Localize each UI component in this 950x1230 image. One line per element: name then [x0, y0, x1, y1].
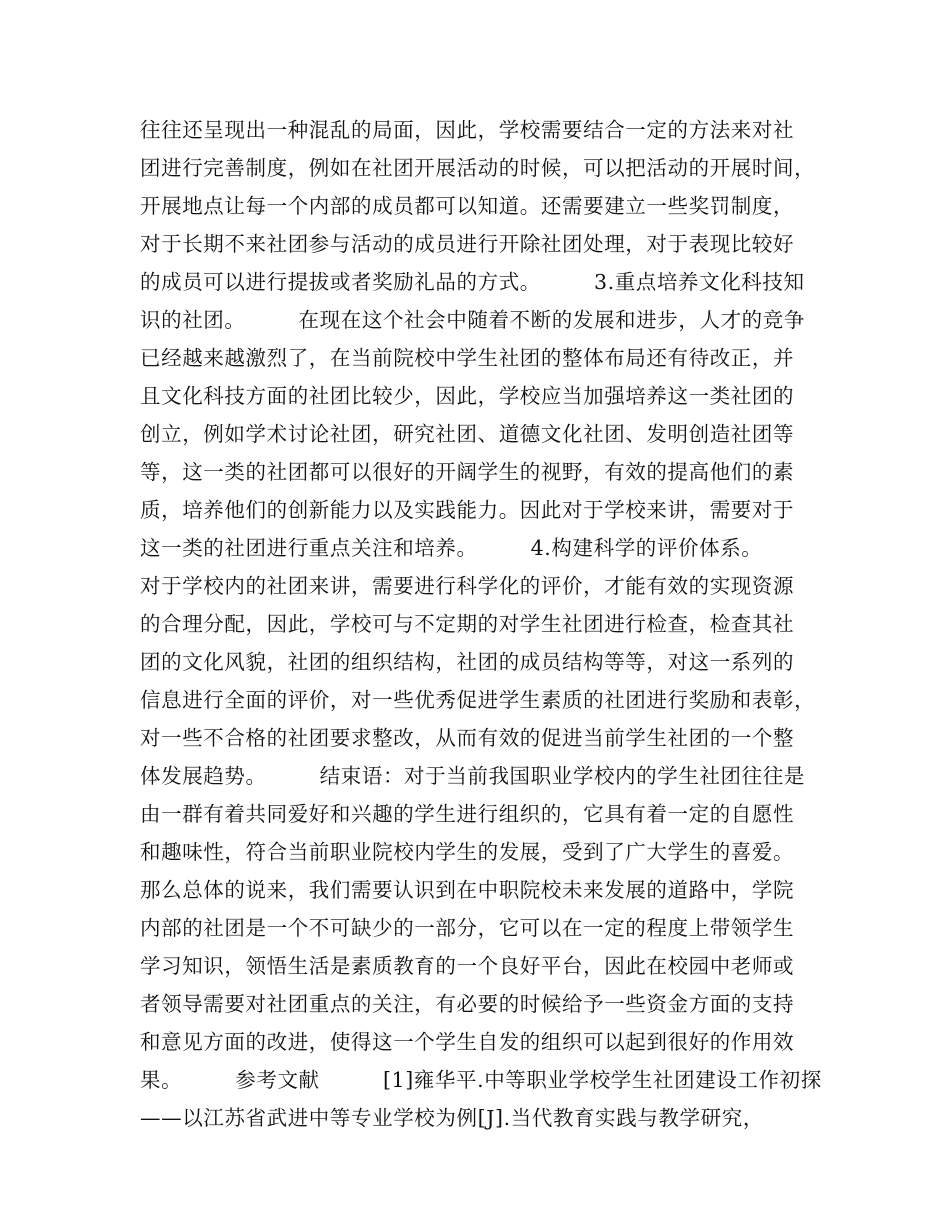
text-line: 的成员可以进行提拔或者奖励礼品的方式。 3.重点培养文化科技知 — [140, 270, 805, 294]
body-text — [140, 111, 830, 1137]
text-line: 且文化科技方面的社团比较少，因此，学校应当加强培养这一类社团的 — [140, 384, 795, 408]
text-line: 的合理分配，因此，学校可与不定期的对学生社团进行检查，检查其社 — [140, 612, 795, 636]
text-line: 往往还呈现出一种混乱的局面，因此，学校需要结合一定的方法来对社 — [140, 118, 795, 142]
text-line: 已经越来越激烈了，在当前院校中学生社团的整体布局还有待改正，并 — [140, 346, 795, 370]
text-line: 对于长期不来社团参与活动的成员进行开除社团处理，对于表现比较好 — [140, 232, 795, 256]
text-line: 者领导需要对社团重点的关注，有必要的时候给予一些资金方面的支持 — [140, 992, 795, 1016]
text-line: 那么总体的说来，我们需要认识到在中职院校未来发展的道路中，学院 — [140, 878, 795, 902]
text-line: 质，培养他们的创新能力以及实践能力。因此对于学校来讲，需要对于 — [140, 498, 795, 522]
text-line: 和趣味性，符合当前职业院校内学生的发展，受到了广大学生的喜爱。 — [140, 840, 795, 864]
text-line: 体发展趋势。 结束语：对于当前我国职业学校内的学生社团往往是 — [140, 764, 805, 788]
text-line: 团的文化风貌，社团的组织结构，社团的成员结构等等，对这一系列的 — [140, 650, 795, 674]
text-line: 和意见方面的改进，使得这一个学生自发的组织可以起到很好的作用效 — [140, 1030, 795, 1054]
text-line: 等，这一类的社团都可以很好的开阔学生的视野，有效的提高他们的素 — [140, 460, 795, 484]
text-line: 内部的社团是一个不可缺少的一部分，它可以在一定的程度上带领学生 — [140, 916, 795, 940]
text-line: 识的社团。 在现在这个社会中随着不断的发展和进步，人才的竞争 — [140, 308, 805, 332]
text-line: 信息进行全面的评价，对一些优秀促进学生素质的社团进行奖励和表彰， — [140, 688, 816, 712]
text-line: 这一类的社团进行重点关注和培养。 4.构建科学的评价体系。 — [140, 536, 763, 560]
text-line: 果。 参考文献 [1]雍华平.中等职业学校学生社团建设工作初探 — [140, 1068, 822, 1092]
text-line: 开展地点让每一个内部的成员都可以知道。还需要建立一些奖罚制度， — [140, 194, 795, 218]
text-line: 对一些不合格的社团要求整改，从而有效的促进当前学生社团的一个整 — [140, 726, 795, 750]
text-line: 对于学校内的社团来讲，需要进行科学化的评价，才能有效的实现资源 — [140, 574, 795, 598]
text-line: 由一群有着共同爱好和兴趣的学生进行组织的，它具有着一定的自愿性 — [140, 802, 795, 826]
text-line: 学习知识，领悟生活是素质教育的一个良好平台，因此在校园中老师或 — [140, 954, 795, 978]
text-line: 创立，例如学术讨论社团，研究社团、道德文化社团、发明创造社团等 — [140, 422, 795, 446]
text-line: ——以江苏省武进中等专业学校为例[J].当代教育实践与教学研究， — [140, 1106, 764, 1130]
text-line: 团进行完善制度，例如在社团开展活动的时候，可以把活动的开展时间， — [140, 156, 816, 180]
